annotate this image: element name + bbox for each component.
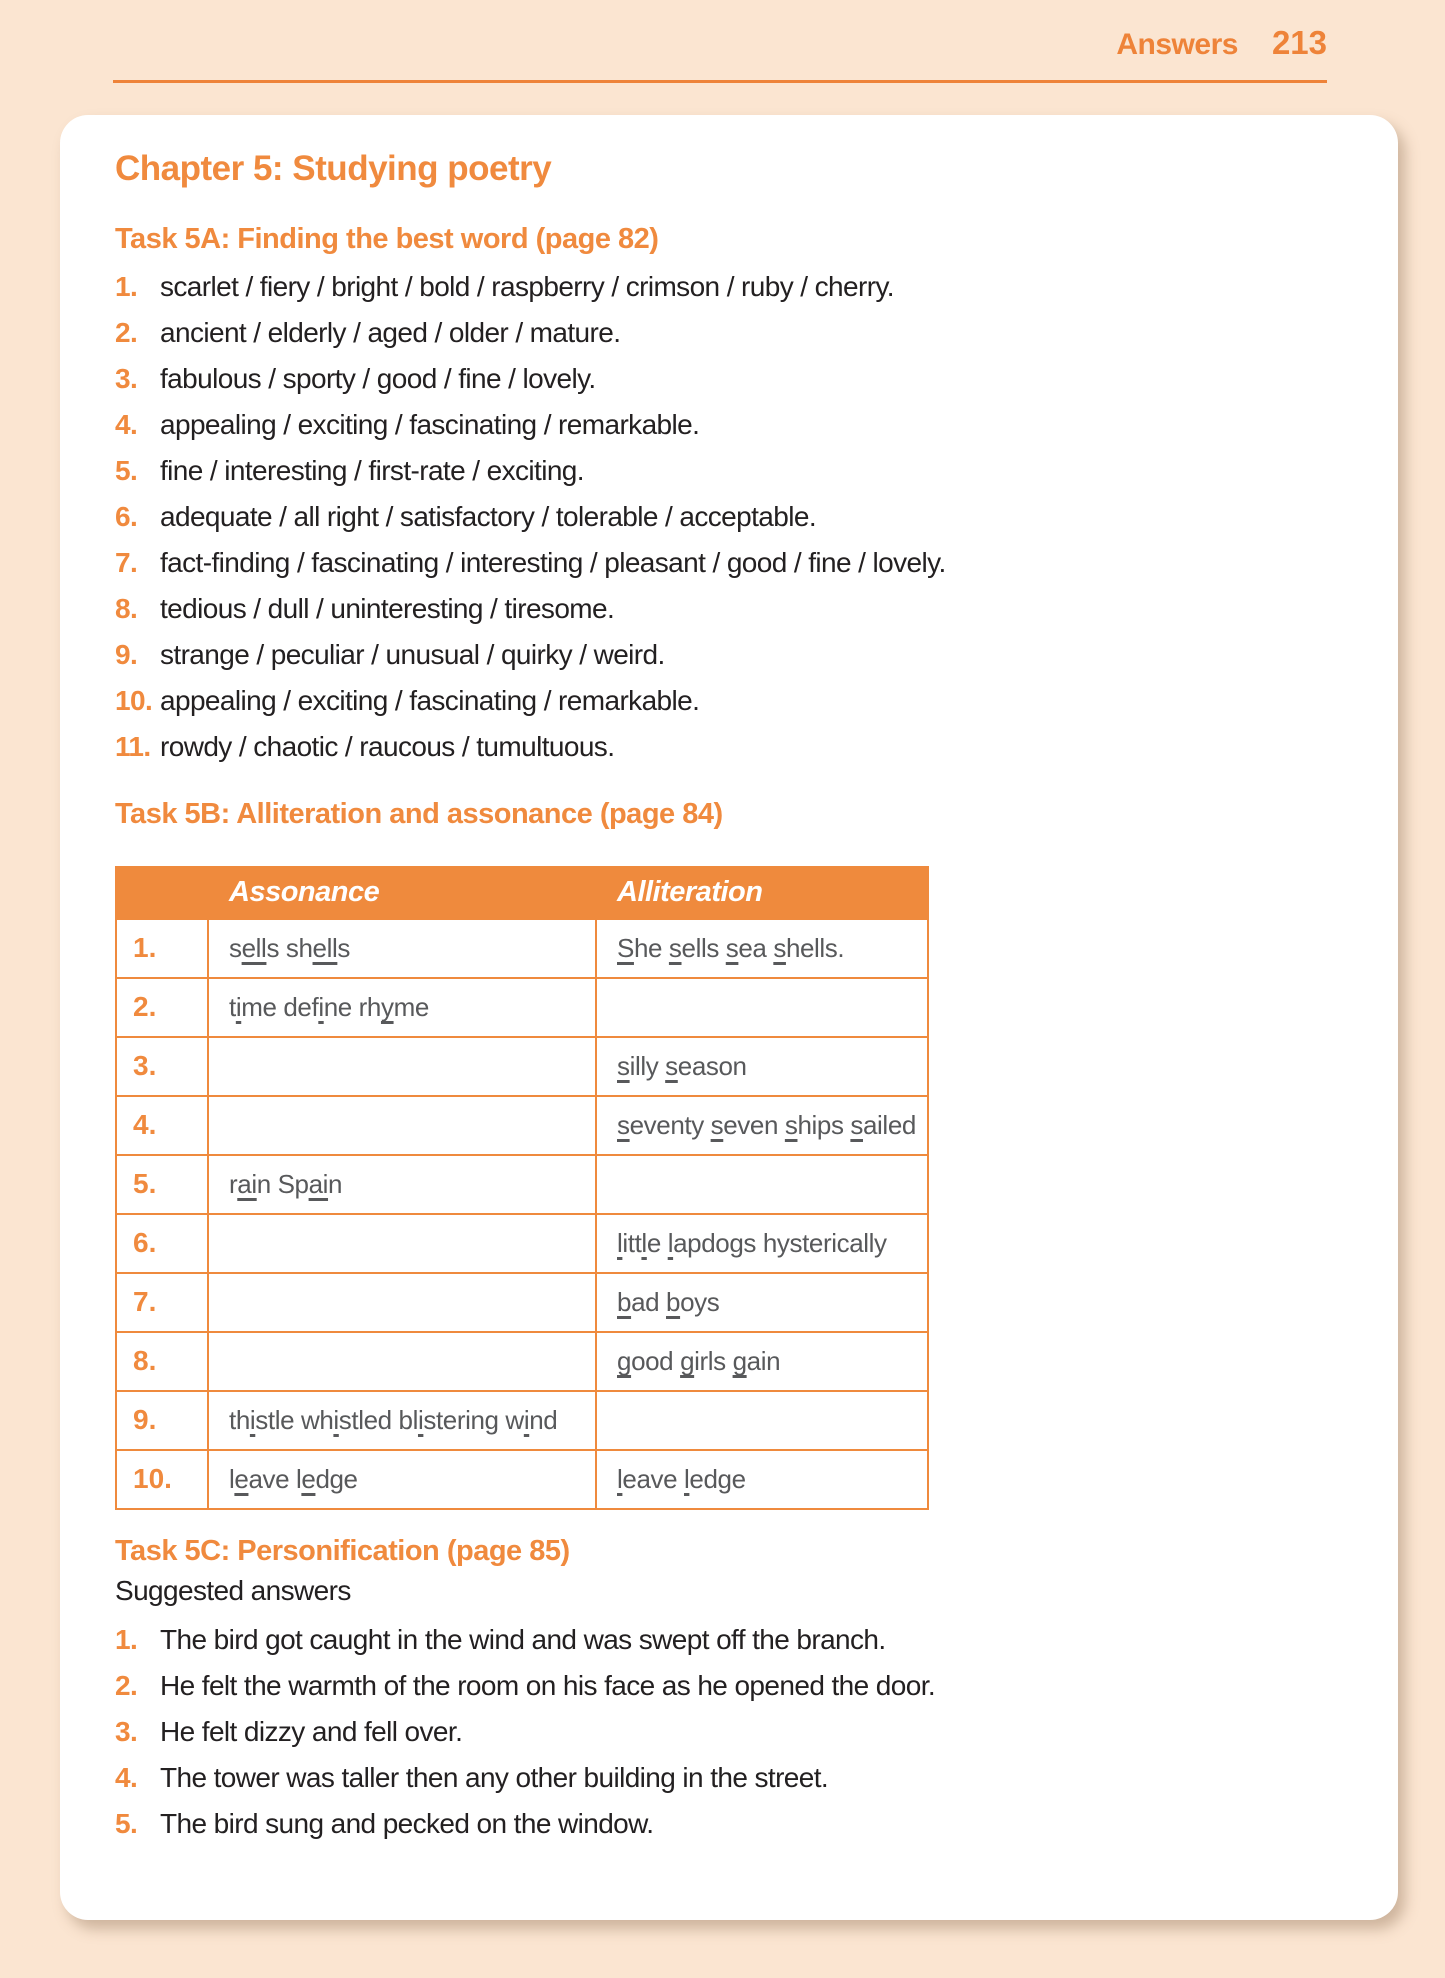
item-text: He felt dizzy and fell over. [160,1716,463,1748]
column-header-blank [116,867,208,919]
task-5a-answer-list [115,271,1358,777]
column-header-alliteration: Alliteration [596,867,928,919]
alliteration-cell: leave ledge [596,1450,928,1509]
assonance-cell: rain Spain [208,1155,596,1214]
item-text: tedious / dull / uninteresting / tiresome. [160,593,615,625]
item-number: 2. [115,1670,138,1702]
assonance-cell [208,1096,596,1155]
item-text: ancient / elderly / aged / older / mature. [160,317,621,349]
chapter-title: Chapter 5: Studying poetry [115,149,552,188]
row-number: 5. [116,1155,208,1214]
table-row [116,919,928,978]
alliteration-cell: good girls gain [596,1332,928,1391]
list-item [115,1808,1358,1854]
assonance-cell: time define rhyme [208,978,596,1037]
item-number: 7. [115,547,138,579]
row-number: 1. [116,919,208,978]
item-text: The bird sung and pecked on the window. [160,1808,654,1840]
assonance-cell [208,1214,596,1273]
list-item [115,271,1358,317]
list-item [115,1762,1358,1808]
item-number: 3. [115,363,138,395]
list-item [115,501,1358,547]
item-number: 2. [115,317,138,349]
list-item [115,547,1358,593]
row-number: 10. [116,1450,208,1509]
assonance-cell: sells shells [208,919,596,978]
row-number: 3. [116,1037,208,1096]
table-header-row [116,867,928,919]
list-item [115,593,1358,639]
item-number: 1. [115,1624,138,1656]
item-number: 8. [115,593,138,625]
item-number: 1. [115,271,138,303]
assonance-cell: leave ledge [208,1450,596,1509]
item-number: 9. [115,639,138,671]
item-number: 5. [115,1808,138,1840]
alliteration-cell: She sells sea shells. [596,919,928,978]
suggested-answers-label: Suggested answers [115,1575,351,1607]
item-text: adequate / all right / satisfactory / tolerable / acceptable. [160,501,817,533]
task-5a-title: Task 5A: Finding the best word (page 82) [115,222,659,255]
list-item [115,639,1358,685]
alliteration-cell: bad boys [596,1273,928,1332]
assonance-alliteration-table [115,866,929,1510]
list-item [115,1624,1358,1670]
item-number: 6. [115,501,138,533]
assonance-cell [208,1273,596,1332]
table-row [116,978,928,1037]
page-header [1116,24,1327,62]
list-item [115,455,1358,501]
header-rule [113,80,1327,83]
list-item [115,685,1358,731]
header-label: Answers [1116,28,1238,61]
table-row [116,1037,928,1096]
table-row [116,1273,928,1332]
item-text: The tower was taller then any other building in the street. [160,1762,829,1794]
item-text: The bird got caught in the wind and was swept off the branch. [160,1624,886,1656]
list-item [115,1716,1358,1762]
item-text: appealing / exciting / fascinating / remarkable. [160,685,700,717]
row-number: 2. [116,978,208,1037]
alliteration-cell [596,1155,928,1214]
item-text: fact-finding / fascinating / interesting / pleasant / good / fine / lovely. [160,547,946,579]
item-text: He felt the warmth of the room on his face as he opened the door. [160,1670,936,1702]
row-number: 7. [116,1273,208,1332]
list-item [115,1670,1358,1716]
alliteration-cell [596,1391,928,1450]
row-number: 8. [116,1332,208,1391]
item-text: fine / interesting / first-rate / exciting. [160,455,584,487]
task-5b-title: Task 5B: Alliteration and assonance (page 84) [115,798,723,831]
alliteration-cell: little lapdogs hysterically [596,1214,928,1273]
item-number: 3. [115,1716,138,1748]
row-number: 6. [116,1214,208,1273]
item-number: 5. [115,455,138,487]
assonance-cell [208,1037,596,1096]
item-text: fabulous / sporty / good / fine / lovely. [160,363,596,395]
assonance-cell [208,1332,596,1391]
task-5c-title: Task 5C: Personification (page 85) [115,1534,570,1567]
list-item [115,363,1358,409]
content-card [60,115,1398,1920]
task-5c-answer-list [115,1624,1358,1854]
alliteration-cell: silly season [596,1037,928,1096]
item-number: 11. [115,731,151,763]
item-number: 4. [115,409,138,441]
item-text: appealing / exciting / fascinating / remarkable. [160,409,700,441]
alliteration-cell [596,978,928,1037]
assonance-cell: thistle whistled blistering wind [208,1391,596,1450]
item-text: rowdy / chaotic / raucous / tumultuous. [160,731,615,763]
row-number: 9. [116,1391,208,1450]
list-item [115,731,1358,777]
column-header-assonance: Assonance [208,867,596,919]
list-item [115,317,1358,363]
row-number: 4. [116,1096,208,1155]
table-row [116,1214,928,1273]
page-number: 213 [1271,24,1327,61]
table-row [116,1096,928,1155]
item-text: strange / peculiar / unusual / quirky / weird. [160,639,665,671]
alliteration-cell: seventy seven ships sailed [596,1096,928,1155]
item-number: 10. [115,685,153,717]
item-text: scarlet / fiery / bright / bold / raspberry / crimson / ruby / cherry. [160,271,894,303]
item-number: 4. [115,1762,138,1794]
list-item [115,409,1358,455]
table-row [116,1332,928,1391]
table-row [116,1391,928,1450]
table-row [116,1450,928,1509]
table-row [116,1155,928,1214]
